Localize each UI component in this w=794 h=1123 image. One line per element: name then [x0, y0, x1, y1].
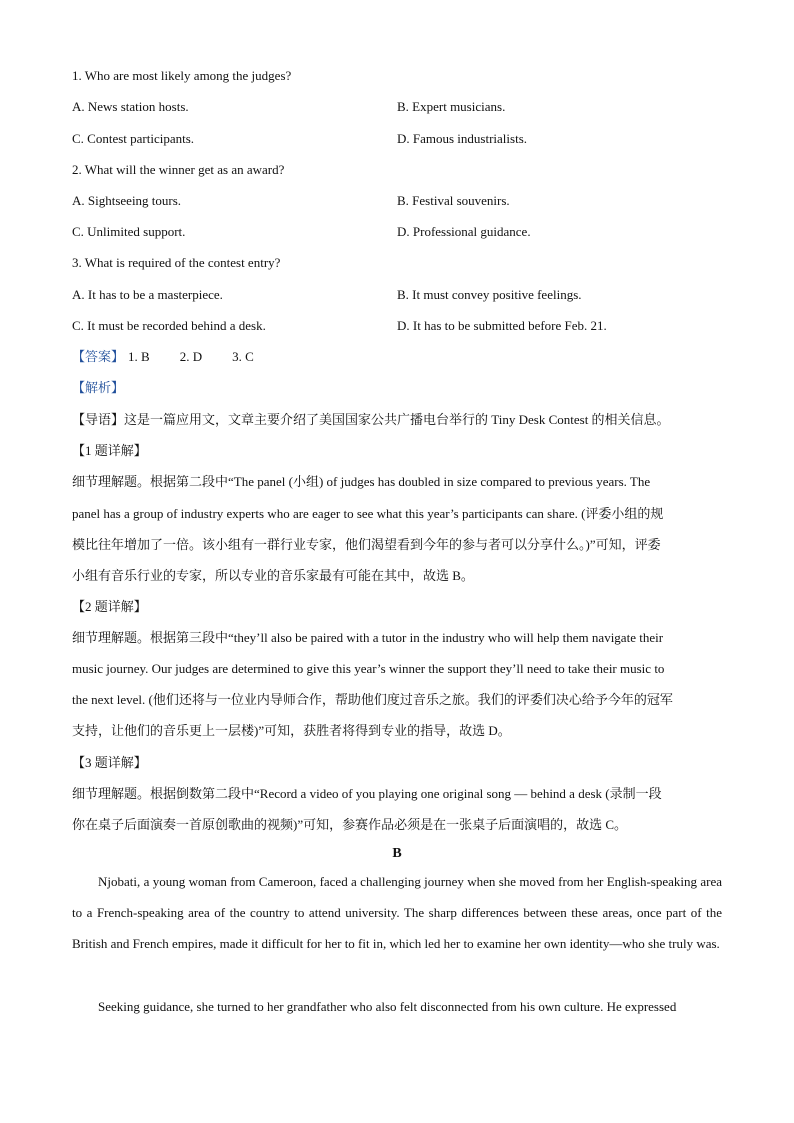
detail-3-label: 【3 题详解】: [72, 755, 147, 770]
question-3-option-c: C. It must be recorded behind a desk.: [72, 318, 266, 333]
question-2-option-c: C. Unlimited support.: [72, 224, 186, 239]
detail-2-label: 【2 题详解】: [72, 599, 147, 614]
detail-1-line-4: 小组有音乐行业的专家，所以专业的音乐家最有可能在其中，故选 B。: [72, 568, 474, 583]
intro-label: 【导语】: [72, 412, 125, 427]
question-3-option-d: D. It has to be submitted before Feb. 21.: [397, 318, 607, 333]
question-2-option-b: B. Festival souvenirs.: [397, 193, 510, 208]
detail-1-label: 【1 题详解】: [72, 443, 147, 458]
question-3-option-b: B. It must convey positive feelings.: [397, 287, 582, 302]
detail-2-line-1: 细节理解题。根据第三段中“they’ll also be paired with a tutor in the industry who will help them navigate their: [72, 630, 664, 645]
question-2-option-a: A. Sightseeing tours.: [72, 193, 182, 208]
question-2-option-d: D. Professional guidance.: [397, 224, 531, 239]
intro-line: [72, 411, 722, 429]
section-b-heading: B: [392, 846, 402, 861]
question-1-option-d: D. Famous industrialists.: [397, 131, 528, 146]
detail-2-line-4: 支持，让他们的音乐更上一层楼)”可知，获胜者将得到专业的指导，故选 D。: [72, 723, 511, 738]
answer-item-2: 2. D: [179, 349, 203, 364]
detail-3-line-1: 细节理解题。根据倒数第二段中“Record a video of you playing one original song — behind a desk (录制一段: [72, 786, 662, 801]
answer-label: 【答案】: [72, 349, 125, 364]
detail-3-line-2: 你在桌子后面演奏一首原创歌曲的视频)”可知，参赛作品必须是在一张桌子后面演唱的，故选 C。: [72, 817, 628, 832]
detail-1-line-2: panel has a group of industry experts who are eager to see what this year’s participants can share. (评委小组的规: [72, 506, 664, 521]
question-1-option-b: B. Expert musicians.: [397, 99, 506, 114]
passage-paragraph-2: Seeking guidance, she turned to her grandfather who also felt disconnected from his own culture. He expressed: [98, 999, 677, 1014]
question-1-stem: 1. Who are most likely among the judges?: [72, 68, 292, 83]
analysis-label: 【解析】: [72, 380, 125, 395]
question-1-option-a: A. News station hosts.: [72, 99, 189, 114]
intro-text: 这是一篇应用文，文章主要介绍了美国国家公共广播电台举行的 Tiny Desk Contest 的相关信息。: [124, 412, 670, 427]
question-3-stem: 3. What is required of the contest entry?: [72, 255, 281, 270]
detail-2-line-3: the next level. (他们还将与一位业内导师合作，帮助他们度过音乐之旅。我们的评委们决心给予今年的冠军: [72, 692, 673, 707]
answer-item-1: 1. B: [128, 349, 150, 364]
question-1-option-c: C. Contest participants.: [72, 131, 195, 146]
detail-1-line-1: 细节理解题。根据第二段中“The panel (小组) of judges has doubled in size compared to previous years. The: [72, 474, 651, 489]
detail-1-line-3: 模比往年增加了一倍。该小组有一群行业专家，他们渴望看到今年的参与者可以分享什么。)”可知，评委: [72, 537, 661, 552]
question-2-stem: 2. What will the winner get as an award?: [72, 162, 285, 177]
question-3-option-a: A. It has to be a masterpiece.: [72, 287, 223, 302]
answer-item-3: 3. C: [232, 349, 254, 364]
answer-line: [72, 348, 722, 366]
passage-paragraph-1: Njobati, a young woman from Cameroon, faced a challenging journey when she moved from her English-speaking area to a French-speaking area of the country to attend university. The sharp differences between these areas, once part of the British and French empires, made it difficult for her to fit in, which led her to examine her own identity—who she truly was.: [72, 874, 722, 951]
detail-2-line-2: music journey. Our judges are determined to give this year’s winner the support they’ll need to take their music to: [72, 661, 665, 676]
